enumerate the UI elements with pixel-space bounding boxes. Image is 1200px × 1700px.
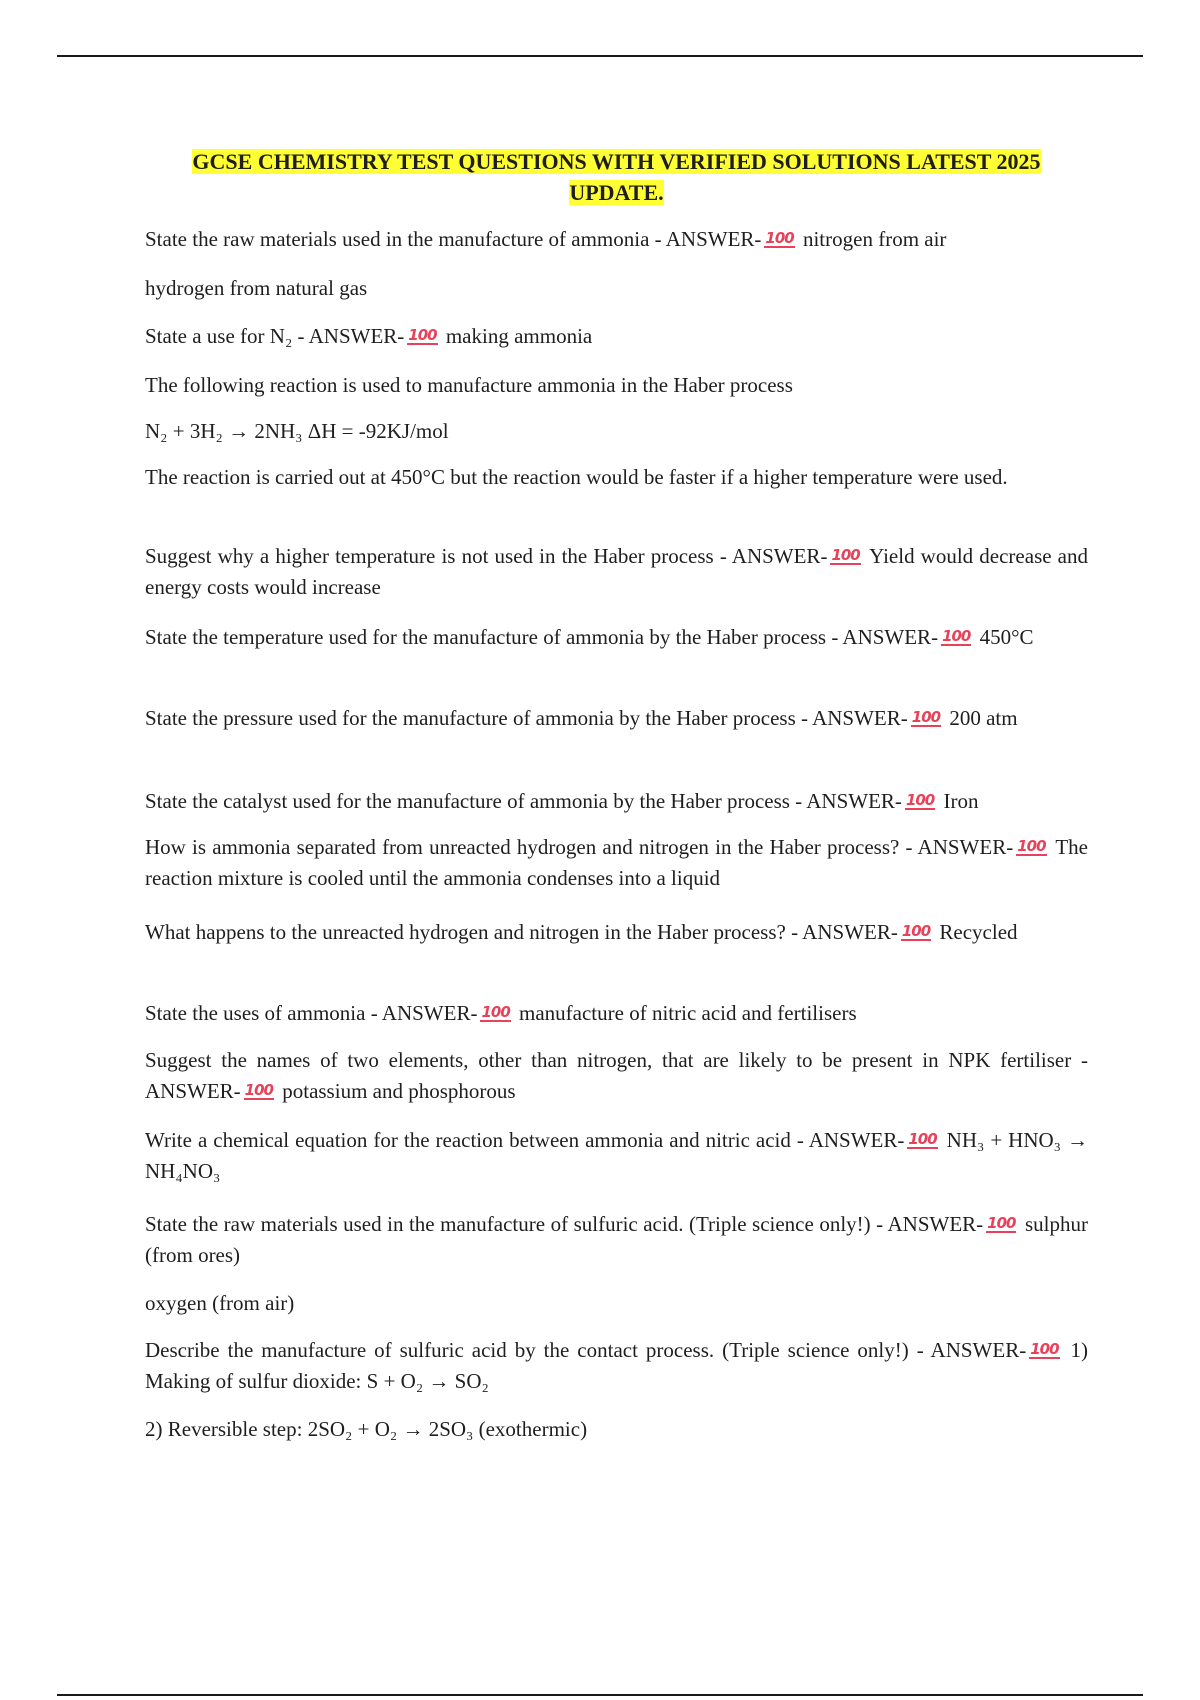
- hundred-points-icon: 100: [942, 627, 971, 645]
- paragraph-text: State the raw materials used in the manufacture of ammonia - ANSWER-: [145, 227, 762, 251]
- paragraph-text: N₂ + 3H₂ → 2NH₃ ΔH = -92KJ/mol: [145, 419, 449, 443]
- hundred-points-icon: 100: [908, 1130, 937, 1148]
- paragraph-text: oxygen (from air): [145, 1291, 295, 1315]
- answer-text: potassium and phosphorous: [276, 1079, 516, 1103]
- answer-text: Iron: [938, 789, 979, 813]
- question-answer-paragraph: [145, 224, 1088, 255]
- paragraph-text: State the pressure used for the manufacture of ammonia by the Haber process - ANSWER-: [145, 706, 908, 730]
- hundred-points-icon: 100: [1017, 837, 1046, 855]
- text-paragraph: [145, 1288, 1088, 1319]
- paragraph-text: How is ammonia separated from unreacted hydrogen and nitrogen in the Haber process? - ANSWER-: [145, 835, 1014, 859]
- paragraph-text: The following reaction is used to manufacture ammonia in the Haber process: [145, 373, 793, 397]
- answer-text: making ammonia: [440, 324, 593, 348]
- answer-text: 1) Making of sulfur dioxide: S + O₂ → SO₂: [145, 1338, 1089, 1393]
- hundred-points-icon: 100: [987, 1214, 1016, 1232]
- paragraph-text: State the uses of ammonia - ANSWER-: [145, 1001, 478, 1025]
- answer-text: nitrogen from air: [797, 227, 947, 251]
- answer-text: NH₃ + HNO₃ → NH₄NO₃: [145, 1128, 1088, 1183]
- question-answer-paragraph: [145, 998, 1088, 1029]
- text-paragraph: [145, 1414, 1088, 1445]
- hundred-points-icon: 100: [911, 708, 941, 726]
- question-answer-paragraph: [145, 1335, 1088, 1397]
- paragraph-text: State the temperature used for the manufacture of ammonia by the Haber process - ANSWER-: [145, 625, 939, 649]
- paragraph-text: Write a chemical equation for the reaction between ammonia and nitric acid - ANSWER-: [145, 1128, 905, 1152]
- text-paragraph: [145, 416, 1088, 447]
- question-answer-paragraph: [145, 622, 1088, 653]
- question-answer-paragraph: [145, 1125, 1088, 1187]
- paragraph-text: Describe the manufacture of sulfuric acid by the contact process. (Triple science only!) - ANSWER-: [145, 1338, 1027, 1362]
- hundred-points-icon: 100: [901, 922, 931, 940]
- hundred-points-icon: 100: [481, 1003, 510, 1021]
- question-answer-paragraph: [145, 917, 1088, 948]
- page-title: GCSE CHEMISTRY TEST QUESTIONS WITH VERIFIED SOLUTIONS LATEST 2025 UPDATE.: [192, 149, 1041, 205]
- paragraph-text: Suggest the names of two elements, other than nitrogen, that are likely to be present in NPK fertiliser - ANSWER-: [145, 1048, 1088, 1103]
- paragraph-text: State the raw materials used in the manufacture of sulfuric acid. (Triple science only!) - ANSWER-: [145, 1212, 984, 1236]
- question-answer-paragraph: [145, 703, 1088, 734]
- answer-text: manufacture of nitric acid and fertilisers: [513, 1001, 857, 1025]
- question-answer-paragraph: [145, 786, 1088, 817]
- document-body: [145, 146, 1089, 1441]
- question-answer-paragraph: [145, 321, 1088, 352]
- answer-text: 200 atm: [944, 706, 1018, 730]
- bottom-rule: [57, 1694, 1143, 1696]
- question-answer-paragraph: [145, 832, 1088, 894]
- paragraph-text: State the catalyst used for the manufacture of ammonia by the Haber process - ANSWER-: [145, 789, 902, 813]
- hundred-points-icon: 100: [831, 546, 860, 564]
- hundred-points-icon: 100: [244, 1081, 273, 1099]
- hundred-points-icon: 100: [1030, 1340, 1059, 1358]
- paragraph-text: hydrogen from natural gas: [145, 276, 368, 300]
- text-paragraph: [145, 370, 1088, 401]
- answer-text: The reaction mixture is cooled until the ammonia condenses into a liquid: [145, 835, 1088, 890]
- text-paragraph: [145, 273, 1088, 304]
- hundred-points-icon: 100: [408, 326, 437, 344]
- question-answer-paragraph: [145, 1209, 1088, 1271]
- answer-text: Recycled: [934, 920, 1018, 944]
- text-paragraph: [145, 462, 1088, 493]
- question-answer-paragraph: [145, 541, 1088, 603]
- paragraph-text: State a use for N₂ - ANSWER-: [145, 324, 405, 348]
- hundred-points-icon: 100: [905, 791, 935, 809]
- top-rule: [57, 55, 1143, 57]
- answer-text: sulphur (from ores): [145, 1212, 1088, 1267]
- hundred-points-icon: 100: [765, 229, 794, 247]
- paragraph-text: What happens to the unreacted hydrogen and nitrogen in the Haber process? - ANSWER-: [145, 920, 898, 944]
- answer-text: Yield would decrease and energy costs would increase: [145, 544, 1088, 599]
- paragraph-text: 2) Reversible step: 2SO₂ + O₂ → 2SO₃ (exothermic): [145, 1417, 588, 1441]
- answer-text: 450°C: [974, 625, 1034, 649]
- question-answer-paragraph: [145, 1045, 1088, 1107]
- paragraph-text: The reaction is carried out at 450°C but the reaction would be faster if a higher temperature were used.: [145, 465, 1008, 489]
- paragraph-text: Suggest why a higher temperature is not used in the Haber process - ANSWER-: [145, 544, 828, 568]
